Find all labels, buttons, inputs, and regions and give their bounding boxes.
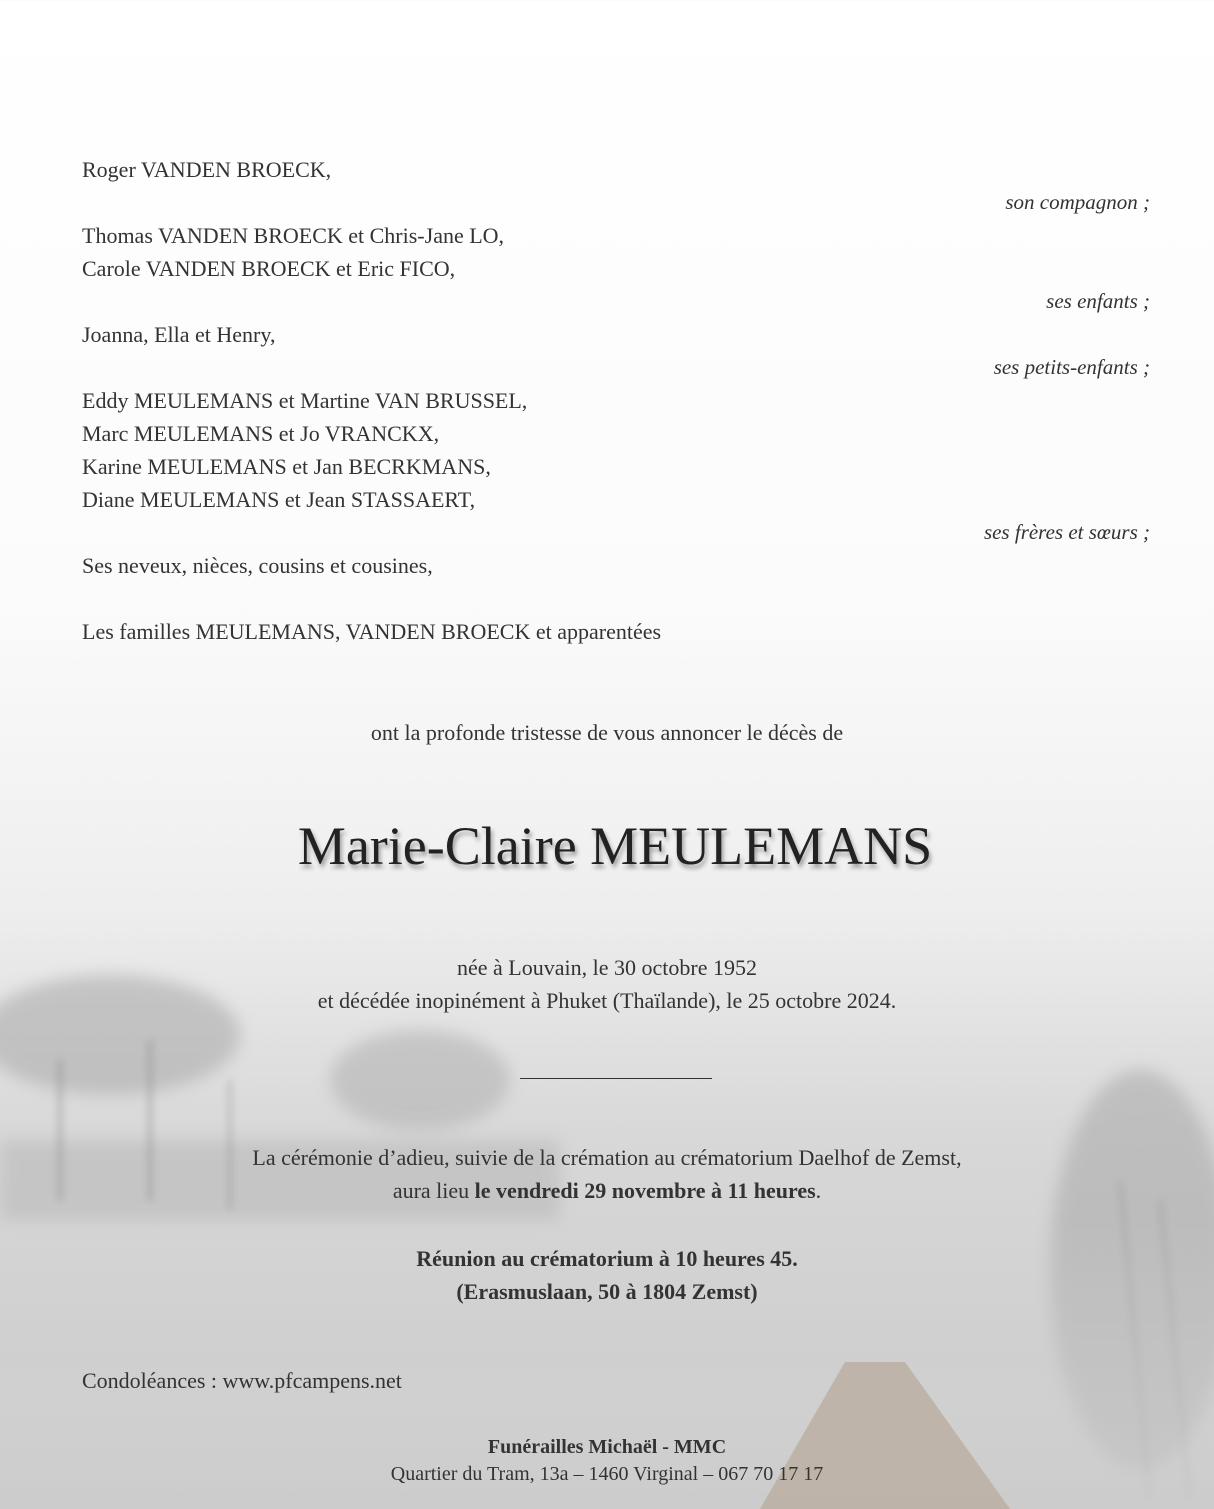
ceremony-line-2-suffix: . <box>815 1178 822 1203</box>
condolences-link[interactable]: Condoléances : www.pfcampens.net <box>82 1368 402 1393</box>
ceremony-line-1: La cérémonie d’adieu, suivie de la crémation au crématorium Daelhof de Zemst, <box>252 1145 962 1170</box>
sibling-3: Karine MEULEMANS et Jan BECRKMANS, <box>82 454 491 479</box>
child-2: Carole VANDEN BROECK et Eric FICO, <box>82 256 456 281</box>
ceremony-date-time: le vendredi 29 novembre à 11 heures <box>474 1178 816 1203</box>
cousins: Ses neveux, nièces, cousins et cousines, <box>82 553 433 578</box>
sibling-4: Diane MEULEMANS et Jean STASSAERT, <box>82 487 476 512</box>
partner-relation: son compagnon ; <box>1005 190 1150 214</box>
sibling-1: Eddy MEULEMANS et Martine VAN BRUSSEL, <box>82 388 528 413</box>
deceased-name: Marie-Claire MEULEMANS <box>297 816 933 876</box>
meeting-info: Réunion au crématorium à 10 heures 45. <box>416 1246 798 1271</box>
announcement: ont la profonde tristesse de vous annoncer le décès de <box>370 720 844 745</box>
funeral-home-address: Quartier du Tram, 13a – 1460 Virginal – 067 70 17 17 <box>390 1463 824 1485</box>
divider <box>520 1078 712 1079</box>
birth-info: née à Louvain, le 30 octobre 1952 <box>457 955 757 980</box>
child-1: Thomas VANDEN BROECK et Chris-Jane LO, <box>82 223 505 248</box>
death-info: et décédée inopinément à Phuket (Thaïlande), le 25 octobre 2024. <box>317 988 897 1013</box>
partner-name: Roger VANDEN BROECK, <box>82 157 332 182</box>
grandchildren-relation: ses petits-enfants ; <box>993 355 1150 379</box>
ceremony-line-2-prefix: aura lieu <box>392 1178 475 1203</box>
sibling-2: Marc MEULEMANS et Jo VRANCKX, <box>82 421 440 446</box>
grandchildren: Joanna, Ella et Henry, <box>82 322 276 347</box>
siblings-relation: ses frères et sœurs ; <box>983 520 1150 544</box>
funeral-home-name: Funérailles Michaël - MMC <box>487 1436 727 1458</box>
ceremony-line-2 <box>0 1174 1214 1207</box>
children-relation: ses enfants ; <box>1046 289 1150 313</box>
meeting-address: (Erasmuslaan, 50 à 1804 Zemst) <box>456 1279 758 1304</box>
families: Les familles MEULEMANS, VANDEN BROECK et apparentées <box>82 619 662 644</box>
